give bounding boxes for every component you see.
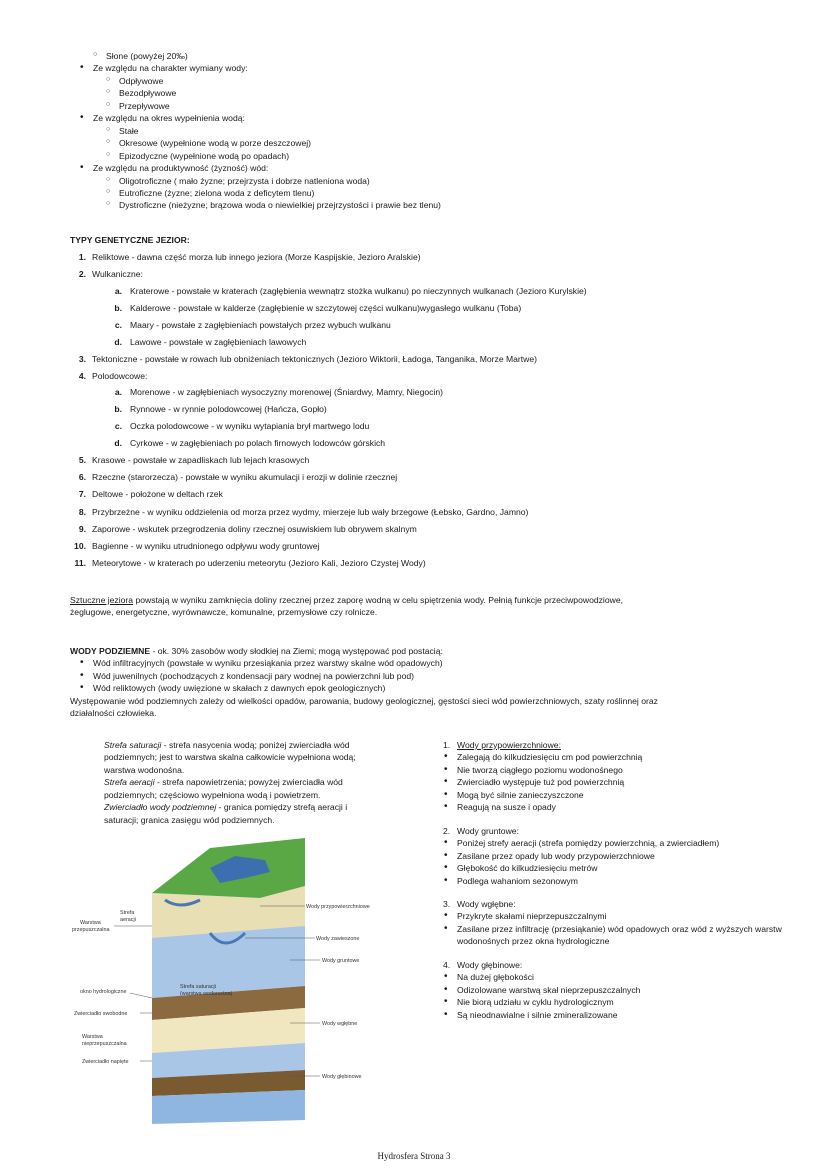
list-item: 4. Polodowcowe: a. Morenowe - w zagłębieniach wysoczyzny morenowej (Śniardwy, Mamry, Niegocin) b. Rynnowe - w rynnie polodowcowej (Hańcza, Gopło) c. Oczka polodowcowe - w wyniku wytapiania brył martwego lodu d. Cyrkowe - w zagłębieniach po polach firnowych lodowców górskich xyxy=(70,370,810,450)
list-item: • Zasilane przez infiltrację (przesiąkanie) wód opadowych oraz wód z wyższych warstw wodonośnych przez okna hydrologiczne xyxy=(443,923,828,948)
list-item: 6. Rzeczne (starorzecza) - powstałe w wyniku akumulacji i erozji w dolinie rzecznej xyxy=(78,472,398,483)
list-item: ○ Epizodyczne (wypełnione wodą po opadach) xyxy=(106,150,800,162)
water-type-group: 4. Wody głębinowe: • Na dużej głębokości • Odizolowane warstwą skał nieprzepuszczalnych • Nie biorą udziału w cyklu hydrologicznym • Są nieodnawialne i silnie zmineralizowane xyxy=(443,959,828,1021)
list-item: 7. Deltowe - położone w deltach rzek xyxy=(78,489,223,500)
zones-description xyxy=(104,739,364,826)
list-item: • Głębokość do kilkudziesięciu metrów xyxy=(443,862,828,874)
list-item: • Zasilane przez opady lub wody przypowierzchniowe xyxy=(443,850,828,862)
saturation-top-layer xyxy=(152,926,305,998)
list-item: • Nie tworzą ciągłego poziomu wodonośnego xyxy=(443,764,828,776)
list-item: ○ Przepływowe xyxy=(106,100,800,112)
label-strefa-saturacji-2: (warstwa wodonośna) xyxy=(180,991,233,997)
groundwater-intro: WODY PODZIEMNE - ok. 30% zasobów wody słodkiej na Ziemi; mogą występować pod postacią: xyxy=(70,646,443,656)
label-wody-glebinowe: Wody głębinowe xyxy=(322,1074,362,1080)
sub-list xyxy=(106,175,800,212)
list-item: d. Lawowe - powstałe w zagłębieniach lawowych xyxy=(114,336,307,347)
label-warstwa-przep-2: przepuszczalna xyxy=(72,927,110,933)
list-item: • Nie biorą udziału w cyklu hydrologicznym xyxy=(443,996,828,1008)
list-item: c. Oczka polodowcowe - w wyniku wytapiania brył martwego lodu xyxy=(114,421,370,432)
label-strefa-saturacji-1: Strefa saturacji xyxy=(180,984,216,990)
label-wody-zawieszone: Wody zawieszone xyxy=(316,936,360,942)
zone-water-table: Zwierciadło wody podziemnej - granica pomiędzy strefą aeracji i saturacji; granica zasięgu wód podziemnych. xyxy=(104,802,348,825)
list-item: ○ Okresowe (wypełnione wodą w porze deszczowej) xyxy=(106,137,800,149)
list-item: • Ze względu na charakter wymiany wody: ○ Odpływowe ○ Bezodpływowe ○ Przepływowe xyxy=(80,62,800,112)
sub-list xyxy=(92,386,810,450)
groundwater-factors: Występowanie wód podziemnych zależy od wielkości opadów, parowania, budowy geologicznej, gęstości sieci wód powierzchniowych, szaty roślinnej oraz działalności człowieka. xyxy=(70,695,658,719)
list-item: 11. Meteorytowe - w kraterach po uderzeniu meteorytu (Jezioro Kali, Jezioro Czystej Wody) xyxy=(74,557,426,568)
groundwater-section xyxy=(70,645,670,720)
water-type-group: 1. Wody przypowierzchniowe: • Zalegają do kilkudziesięciu cm pod powierzchnią • Nie tworzą ciągłego poziomu wodonośnego • Zwierciadło występuje tuż pod powierzchnią • Mogą być silnie zanieczyszczone • Reagują na susze i opady xyxy=(443,739,828,814)
list-item: • Reagują na susze i opady xyxy=(443,801,828,813)
list-item: ○ Słone (powyżej 20‰) xyxy=(80,50,800,62)
sub-list xyxy=(106,75,800,112)
list-item: • Na dużej głębokości xyxy=(443,971,828,983)
groundwater-forms-list xyxy=(80,657,670,694)
sub-list xyxy=(92,285,810,349)
list-item: • Ze względu na okres wypełnienia wodą: ○ Stałe ○ Okresowe (wypełnione wodą w porze deszczowej) ○ Epizodyczne (wypełnione wodą po opadach) xyxy=(80,112,800,162)
groundwater-diagram xyxy=(60,838,380,1128)
list-item: 8. Przybrzeżne - w wyniku oddzielenia od morza przez wydmy, mierzeje lub wały brzegowe (Łebsko, Gardno, Jamno) xyxy=(78,506,529,517)
list-item: 9. Zaporowe - wskutek przegrodzenia doliny rzecznej osuwiskiem lub obrywem skalnym xyxy=(78,523,417,534)
list-item: c. Maary - powstałe z zagłębieniach powstałych przez wybuch wulkanu xyxy=(114,319,391,330)
zone-aeration: Strefa aeracji - strefa napowietrzenia; powyżej zwierciadła wód podziemnych; częściowo wypełniona wodą i powietrzem. xyxy=(104,777,343,800)
list-item: ○ Oligotroficzne ( mało żyzne; przejrzysta i dobrze natleniona woda) xyxy=(106,175,800,187)
label-warstwa-nieprzep-2: nieprzepuszczalna xyxy=(82,1041,127,1047)
list-item: ○ Eutroficzne (żyzne; zielona woda z deficytem tlenu) xyxy=(106,187,800,199)
sub-list xyxy=(106,125,800,162)
list-item: • Wód infiltracyjnych (powstałe w wyniku przesiąkania przez warstwy skalne wód opadowych) xyxy=(80,657,670,669)
water-type-group: 2. Wody gruntowe: • Poniżej strefy aeracji (strefa pomiędzy powierzchnią, a zwierciadłem) • Zasilane przez opady lub wody przypowierzchniowe • Głębokość do kilkudziesięciu metrów • Podlega wahaniom sezonowym xyxy=(443,825,828,887)
water-type-title: Wody przypowierzchniowe: xyxy=(457,740,561,750)
genetic-types-list xyxy=(70,251,810,574)
list-item: b. Kalderowe - powstałe w kalderze (zagłębienie w szczytowej części wulkanu)wygasłego wulkanu (Toba) xyxy=(114,302,522,313)
list-item: 10. Bagienne - w wyniku utrudnionego odpływu wody gruntowej xyxy=(74,540,320,551)
genetic-types-heading: TYPY GENETYCZNE JEZIOR: xyxy=(70,235,190,245)
list-item: 5. Krasowe - powstałe w zapadliskach lub lejach krasowych xyxy=(78,455,310,466)
list-item: • Odizolowane warstwą skał nieprzepuszczalnych xyxy=(443,984,828,996)
artificial-lakes-paragraph: Sztuczne jeziora powstają w wyniku zamknięcia doliny rzecznej przez zaporę wodną w celu spiętrzenia wody. Pełnią funkcje przeciwpowodziowe, żeglugowe, energetyczne, wyrównawcze, komunalne, przemysłowe czy rolnicze. xyxy=(70,595,623,618)
lake-classification-list xyxy=(80,50,800,212)
label-strefa-aeracji-2: aeracji xyxy=(120,917,136,923)
label-zwierciadlo-napiete: Zwierciadło napięte xyxy=(82,1059,129,1065)
water-type-group: 3. Wody wgłębne: • Przykryte skałami nieprzepuszczalnymi • Zasilane przez infiltrację (przesiąkanie) wód opadowych oraz wód z wyższych warstw wodonośnych przez okna hydrologiczne xyxy=(443,898,828,948)
list-item: • Wód reliktowych (wody uwięzione w skałach z dawnych epok geologicznych) xyxy=(80,682,670,694)
list-item: ○ Bezodpływowe xyxy=(106,87,800,99)
list-item: ○ Stałe xyxy=(106,125,800,137)
diagram-layers xyxy=(152,886,305,1124)
list-item: • Mogą być silnie zanieczyszczone xyxy=(443,789,828,801)
label-zwierciadlo-swobodne: Zwierciadło swobodne xyxy=(74,1011,128,1017)
label-okno-hydrologiczne: okno hydrologiczne xyxy=(80,989,127,995)
zone-saturation: Strefa saturacji - strefa nasycenia wodą; poniżej zwierciadła wód podziemnych; jest to warstwa skalna całkowicie wypełniona wodą; warstwa wodonośna. xyxy=(104,740,356,775)
water-type-title: Wody wgłębne: xyxy=(457,898,516,909)
list-item: • Poniżej strefy aeracji (strefa pomiędzy powierzchnią, a zwierciadłem) xyxy=(443,837,828,849)
water-types-column xyxy=(443,739,828,1032)
list-item: 3. Tektoniczne - powstałe w rowach lub obniżeniach tektonicznych (Jezioro Wiktorii, Ładoga, Tanganika, Morze Martwe) xyxy=(78,353,538,364)
water-type-title: Wody głębinowe: xyxy=(457,959,523,970)
water-type-features xyxy=(443,837,828,887)
list-item: 1. Reliktowe - dawna część morza lub innego jeziora (Morze Kaspijskie, Jezioro Aralskie) xyxy=(78,252,421,262)
water-type-features xyxy=(443,910,828,947)
list-item: • Ze względu na produktywność (żyzność) wód: ○ Oligotroficzne ( mało żyzne; przejrzysta i dobrze natleniona woda) ○ Eutroficzne (żyzne; zielona woda z deficytem tlenu) ○ Dystroficzne (nieżyzne; brązowa woda o niewielkiej przejrzystości i prawie bez tlenu) xyxy=(80,162,800,212)
list-item: • Podlega wahaniom sezonowym xyxy=(443,875,828,887)
leader-okno xyxy=(130,993,152,998)
water-type-features xyxy=(443,751,828,813)
list-item: 2. Wulkaniczne: a. Kraterowe - powstałe w kraterach (zagłębienia wewnątrz stożka wulkanu) po nieczynnych wulkanach (Jezioro Kurylskie) b. Kalderowe - powstałe w kalderze (zagłębienie w szczytowej części wulkanu)wygasłego wulkanu (Toba) c. Maary - powstałe z zagłębieniach powstałych przez wybuch wulkanu d. Lawowe - powstałe w zagłębieniach lawowych xyxy=(70,268,810,348)
list-item: ○ Dystroficzne (nieżyzne; brązowa woda o niewielkiej przejrzystości i prawie bez tlenu) xyxy=(106,199,800,211)
list-item: b. Rynnowe - w rynnie polodowcowej (Hańcza, Gopło) xyxy=(114,404,327,415)
page-footer: Hydrosfera Strona 3 xyxy=(377,1151,451,1161)
list-item: • Zalegają do kilkudziesięciu cm pod powierzchnią xyxy=(443,751,828,763)
water-type-title: Wody gruntowe: xyxy=(457,825,519,836)
list-item: • Są nieodnawialne i silnie zmineralizowane xyxy=(443,1009,828,1021)
label-warstwa-nieprzep-1: Warstwa xyxy=(82,1034,103,1040)
label-wody-przypowierzchniowe: Wody przypowierzchniowe xyxy=(306,904,370,910)
list-item: a. Morenowe - w zagłębieniach wysoczyzny morenowej (Śniardwy, Mamry, Niegocin) xyxy=(114,387,443,398)
water-type-features xyxy=(443,971,828,1021)
label-strefa-aeracji-1: Strefa xyxy=(120,910,135,916)
list-item: • Przykryte skałami nieprzepuszczalnymi xyxy=(443,910,828,922)
label-wody-wglebne: Wody wgłębne xyxy=(322,1021,358,1027)
list-item: ○ Odpływowe xyxy=(106,75,800,87)
list-item: d. Cyrkowe - w zagłębieniach po polach firnowych lodowców górskich xyxy=(114,438,386,449)
list-item: • Wód juwenilnych (pochodzących z kondensacji pary wodnej na powierzchni lub pod) xyxy=(80,670,670,682)
label-warstwa-przep-1: Warstwa xyxy=(80,920,101,926)
list-item: a. Kraterowe - powstałe w kraterach (zagłębienia wewnątrz stożka wulkanu) po nieczynnych wulkanach (Jezioro Kurylskie) xyxy=(114,285,587,296)
label-wody-gruntowe: Wody gruntowe xyxy=(322,958,360,964)
list-item: • Zwierciadło występuje tuż pod powierzchnią xyxy=(443,776,828,788)
